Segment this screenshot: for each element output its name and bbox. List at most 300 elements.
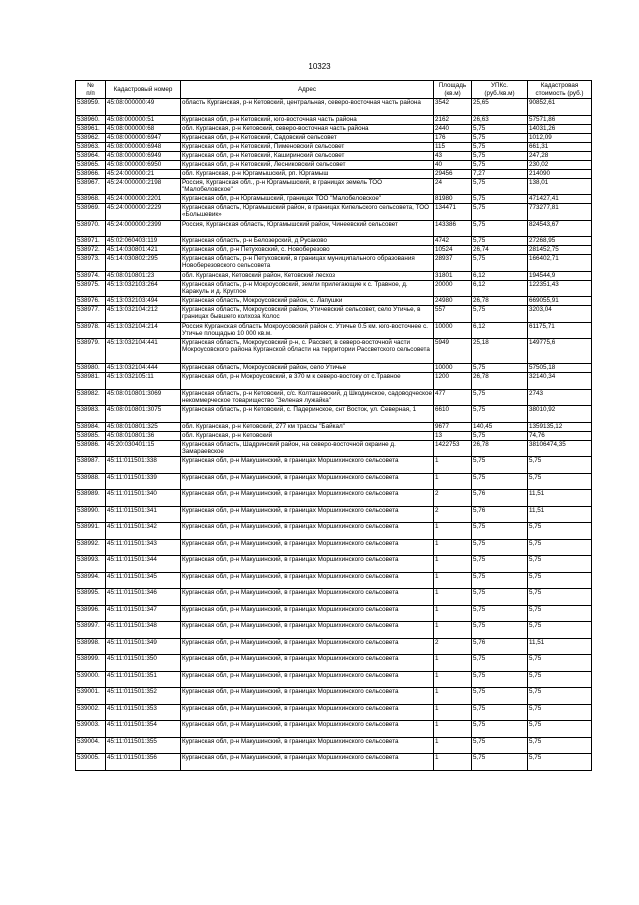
table-row	[76, 195, 592, 204]
cell-area: 1	[434, 457, 472, 474]
cell-row-number: 538961.	[76, 124, 106, 133]
cell-address: Курганская обл, р-н Петуховский, с. Новоберезово	[181, 246, 434, 255]
cell-cadastral-number: 45:11:011501:340	[106, 490, 181, 507]
cell-area: 2	[434, 506, 472, 523]
cell-area: 20000	[434, 280, 472, 297]
cell-row-number: 538960.	[76, 115, 106, 124]
table-row	[76, 160, 592, 169]
table-row	[76, 271, 592, 280]
cell-upks: 5,75	[472, 539, 528, 556]
cell-area: 1	[434, 754, 472, 771]
table-row	[76, 151, 592, 160]
cell-area: 31801	[434, 271, 472, 280]
cell-upks: 6,12	[472, 271, 528, 280]
cell-area: 4742	[434, 237, 472, 246]
cell-cadastral-number: 45:08:000000:68	[106, 124, 181, 133]
cell-row-number: 538964.	[76, 151, 106, 160]
table-row	[76, 115, 592, 124]
cell-row-number: 538988.	[76, 473, 106, 490]
cell-row-number: 538982.	[76, 389, 106, 406]
cell-address: Курганская обл, р-н Макушинский, в границах Моршихинского сельсовета	[181, 688, 434, 705]
cell-row-number: 539005.	[76, 754, 106, 771]
cell-upks: 5,75	[472, 306, 528, 323]
cell-address: Курганская обл, р-н Макушинский, в границах Моршихинского сельсовета	[181, 457, 434, 474]
cell-address: Курганская область, р-н Кетовский, с/с. Колташевский, д Шкодинское, садоводческое некоммерческое товарищество "Зеленая лужайка"	[182, 389, 432, 404]
cell-cadastral-number: 45:08:010801:23	[106, 271, 181, 280]
cell-cadastral-number: 45:11:011501:341	[106, 506, 181, 523]
cell-cadastral-cost: 5,75	[528, 473, 592, 490]
cell-area: 10000	[434, 364, 472, 373]
table-row	[76, 169, 592, 178]
cell-upks: 25,18	[472, 339, 528, 364]
cell-area: 2	[434, 638, 472, 655]
cell-cadastral-cost: 2743	[528, 389, 592, 406]
table-row	[76, 556, 592, 573]
table-row	[76, 655, 592, 672]
cell-cadastral-number: 45:11:011501:355	[106, 737, 181, 754]
cell-address: Курганская обл, р-н Макушинский, в границах Моршихинского сельсовета	[181, 605, 434, 622]
cell-area: 1422753	[434, 440, 472, 457]
cell-address: Курганская обл, р-н Макушинский, в границах Моршихинского сельсовета	[181, 473, 434, 490]
cell-cadastral-number: 45:14:030801:421	[106, 246, 181, 255]
cell-cadastral-number: 45:24:000000:21	[106, 169, 181, 178]
cell-address: Курганская обл, р-н Макушинский, в границах Моршихинского сельсовета	[181, 754, 434, 771]
header-address: Адрес	[181, 81, 434, 99]
cell-cadastral-cost: 5,75	[528, 523, 592, 540]
cell-cadastral-number: 45:08:000000:6948	[106, 142, 181, 151]
table-row	[76, 133, 592, 142]
cell-address: обл. Курганская, р-н Кетовский, 277 км трассы "Байкал"	[181, 422, 434, 431]
cell-cadastral-cost: 5,75	[528, 457, 592, 474]
cell-area: 28937	[434, 255, 472, 272]
cell-row-number: 539004.	[76, 737, 106, 754]
cell-upks: 5,75	[472, 220, 528, 237]
cell-cadastral-number: 45:24:000000:2229	[106, 204, 181, 221]
page-number: 10323	[308, 62, 331, 71]
cell-area: 1	[434, 721, 472, 738]
table-row	[76, 255, 592, 272]
cell-upks: 6,12	[472, 280, 528, 297]
cell-cadastral-cost: 5,75	[528, 721, 592, 738]
header-cadastral-number: Кадастровый номер	[106, 81, 181, 99]
cell-cadastral-number: 45:08:010801:3069	[106, 389, 181, 406]
cell-cadastral-cost: 3203,04	[528, 306, 592, 323]
cell-address: Курганская область, Юргамышский район, в границах Кипельского сельсовета, ТОО «Большевик»	[181, 204, 434, 221]
cell-area: 1	[434, 622, 472, 639]
cell-upks: 5,75	[472, 671, 528, 688]
cell-row-number: 538980.	[76, 364, 106, 373]
cell-cadastral-cost: 57571,86	[528, 115, 592, 124]
cell-cadastral-number: 45:24:000000:2198	[106, 178, 181, 195]
cell-cadastral-number: 45:11:011501:342	[106, 523, 181, 540]
cell-cadastral-number: 45:08:000000:6949	[106, 151, 181, 160]
header-num: № п/п	[76, 81, 106, 99]
cell-area: 13	[434, 431, 472, 440]
cell-cadastral-number: 45:20:030401:15	[106, 440, 181, 457]
table-row	[76, 704, 592, 721]
table-row	[76, 389, 592, 406]
cell-upks: 5,75	[472, 523, 528, 540]
cell-row-number: 538962.	[76, 133, 106, 142]
cell-address: обл. Курганская, р-н Кетовский, северо-восточная часть района	[181, 124, 434, 133]
header-area: Площадь (кв.м)	[434, 81, 472, 99]
cell-address: Курганская область, Мокроусовский район, село Утичье	[181, 364, 434, 373]
cell-area: 29456	[434, 169, 472, 178]
table-row	[76, 124, 592, 133]
table-row	[76, 457, 592, 474]
cell-row-number: 538992.	[76, 539, 106, 556]
table-row	[76, 440, 592, 457]
table-row	[76, 688, 592, 705]
cell-cadastral-number: 45:11:011501:338	[106, 457, 181, 474]
cell-area: 81980	[434, 195, 472, 204]
cell-address: Курганская обл, р-н Макушинский, в границах Моршихинского сельсовета	[181, 490, 434, 507]
cell-cadastral-number: 45:13:032103:494	[106, 297, 181, 306]
table-row	[76, 671, 592, 688]
cell-address: Курганская обл, р-н Юргамышский, границах ТОО "Малобеловское"	[181, 195, 434, 204]
cell-address: Курганская область, р-н Белозерский, д Русаково	[181, 237, 434, 246]
cell-address: обл. Курганская, р-н Юргамышский, рп. Юргамыш	[181, 169, 434, 178]
cell-cadastral-number: 45:11:011501:349	[106, 638, 181, 655]
cell-cadastral-number: 45:24:000000:2399	[106, 220, 181, 237]
cell-cadastral-number: 45:08:000000:6950	[106, 160, 181, 169]
cell-cadastral-cost: 5,75	[528, 737, 592, 754]
cell-address: Курганская обл, р-н Макушинский, в границах Моршихинского сельсовета	[181, 671, 434, 688]
table-row	[76, 99, 592, 116]
table-row	[76, 339, 592, 364]
cell-upks: 5,75	[472, 704, 528, 721]
cell-row-number: 538968.	[76, 195, 106, 204]
cell-upks: 5,75	[472, 688, 528, 705]
cell-upks: 26,63	[472, 115, 528, 124]
cell-row-number: 538959.	[76, 99, 106, 116]
cell-cadastral-cost: 5,75	[528, 754, 592, 771]
cell-cadastral-cost: 11,51	[528, 490, 592, 507]
cell-upks: 5,75	[472, 754, 528, 771]
cell-upks: 5,76	[472, 490, 528, 507]
cell-row-number: 538970.	[76, 220, 106, 237]
cell-address: обл. Курганская, Кетовский район, Кетовский лесхоз	[181, 271, 434, 280]
cell-cadastral-number: 45:13:032104:214	[106, 322, 181, 339]
cell-cadastral-number: 45:11:011501:356	[106, 754, 181, 771]
table-header-row	[76, 81, 592, 99]
cell-cadastral-cost: 38010,92	[528, 406, 592, 423]
cell-cadastral-number: 45:11:011501:343	[106, 539, 181, 556]
cell-upks: 5,75	[472, 178, 528, 195]
cell-upks: 5,75	[472, 389, 528, 406]
cell-area: 1	[434, 655, 472, 672]
cell-upks: 7,27	[472, 169, 528, 178]
cell-cadastral-number: 45:24:000000:2201	[106, 195, 181, 204]
cell-cadastral-cost: 5,75	[528, 704, 592, 721]
cell-row-number: 538969.	[76, 204, 106, 221]
table-row	[76, 322, 592, 339]
cell-row-number: 538987.	[76, 457, 106, 474]
cell-upks: 5,75	[472, 556, 528, 573]
cell-area: 477	[434, 389, 472, 406]
cell-cadastral-number: 45:11:011501:351	[106, 671, 181, 688]
cell-area: 1	[434, 572, 472, 589]
cell-upks: 5,76	[472, 506, 528, 523]
cell-address: Россия, Курганская область, Юргамышский район, Чинеевский сельсовет	[181, 220, 434, 237]
cell-row-number: 538967.	[76, 178, 106, 195]
cell-cadastral-number: 45:13:032104:441	[106, 339, 181, 364]
cell-area: 1	[434, 688, 472, 705]
cell-cadastral-cost: 661,31	[528, 142, 592, 151]
table-row	[76, 431, 592, 440]
cell-row-number: 538999.	[76, 655, 106, 672]
table-row	[76, 406, 592, 423]
cell-upks: 5,75	[472, 572, 528, 589]
cell-cadastral-cost: 5,75	[528, 605, 592, 622]
cell-cadastral-number: 45:08:010801:325	[106, 422, 181, 431]
header-upks: УПКс. (руб./кв.м)	[472, 81, 528, 99]
table-row	[76, 523, 592, 540]
cell-upks: 5,75	[472, 605, 528, 622]
cell-cadastral-number: 45:08:000000:6947	[106, 133, 181, 142]
cell-cadastral-cost: 1359135,12	[528, 422, 592, 431]
cell-area: 2	[434, 490, 472, 507]
cell-row-number: 538996.	[76, 605, 106, 622]
cell-cadastral-cost: 5,75	[528, 688, 592, 705]
cell-upks: 5,75	[472, 160, 528, 169]
cell-area: 1	[434, 556, 472, 573]
cell-cadastral-cost: 122351,43	[528, 280, 592, 297]
cell-address: Россия, Курганская обл., р-н Юргамышский, в границах земель ТОО "Малобеловское"	[181, 178, 434, 195]
cell-area: 1	[434, 539, 472, 556]
cell-upks: 5,75	[472, 255, 528, 272]
table-row	[76, 220, 592, 237]
cell-address: Курганская обл, р-н Кетовский, Лесниковский сельсовет	[181, 160, 434, 169]
cell-row-number: 538979.	[76, 339, 106, 364]
cell-address: Курганская обл, р-н Макушинский, в границах Моршихинского сельсовета	[181, 506, 434, 523]
cell-address: Курганская обл, р-н Макушинский, в границах Моршихинского сельсовета	[181, 556, 434, 573]
cell-row-number: 538998.	[76, 638, 106, 655]
table-row	[76, 737, 592, 754]
cell-cadastral-cost: 247,28	[528, 151, 592, 160]
cell-upks: 5,75	[472, 457, 528, 474]
cell-area: 1	[434, 473, 472, 490]
cell-cadastral-cost: 194544,9	[528, 271, 592, 280]
cell-cadastral-number: 45:08:010801:3075	[106, 406, 181, 423]
cell-address: Курганская обл, р-н Макушинский, в границах Моршихинского сельсовета	[181, 638, 434, 655]
cell-row-number: 539002.	[76, 704, 106, 721]
cell-cadastral-number: 45:08:010801:36	[106, 431, 181, 440]
cell-area: 1200	[434, 373, 472, 390]
cell-cadastral-cost: 27268,95	[528, 237, 592, 246]
cell-row-number: 538978.	[76, 322, 106, 339]
cell-address: Курганская обл, р-н Макушинский, в границах Моршихинского сельсовета	[181, 572, 434, 589]
cell-cadastral-number: 45:11:011501:352	[106, 688, 181, 705]
cell-cadastral-number: 45:11:011501:339	[106, 473, 181, 490]
cell-cadastral-cost: 57505,18	[528, 364, 592, 373]
cell-upks: 5,75	[472, 589, 528, 606]
cell-area: 1	[434, 704, 472, 721]
table-row	[76, 204, 592, 221]
table-row	[76, 754, 592, 771]
cell-cadastral-cost: 5,75	[528, 556, 592, 573]
table-row	[76, 246, 592, 255]
cell-cadastral-cost: 90852,61	[528, 99, 592, 116]
cell-row-number: 538966.	[76, 169, 106, 178]
cell-area: 557	[434, 306, 472, 323]
table-row	[76, 280, 592, 297]
cell-address: Курганская область, р-н Кетовский, с. Падеринское, снт Восток, ул. Северная, 1	[181, 406, 434, 423]
cell-area: 10524	[434, 246, 472, 255]
cell-cadastral-number: 45:11:011501:345	[106, 572, 181, 589]
table-row	[76, 506, 592, 523]
cell-cadastral-number: 45:13:032104:212	[106, 306, 181, 323]
cell-area: 6610	[434, 406, 472, 423]
cell-upks: 5,75	[472, 195, 528, 204]
cell-upks: 5,75	[472, 364, 528, 373]
cell-address: Курганская обл, р-н Макушинский, в границах Моршихинского сельсовета	[181, 721, 434, 738]
table-row	[76, 142, 592, 151]
cell-cadastral-cost: 138,01	[528, 178, 592, 195]
cell-upks: 5,75	[472, 133, 528, 142]
cell-address: Курганская обл, р-н Кетовский, Пименовский сельсовет	[181, 142, 434, 151]
cell-upks: 26,78	[472, 440, 528, 457]
cell-cadastral-number: 45:11:011501:347	[106, 605, 181, 622]
cell-row-number: 539003.	[76, 721, 106, 738]
cell-upks: 26,78	[472, 373, 528, 390]
cell-address: Курганская область, р-н Мокроусовский, земли прилегающие к с. Травное, д. Каракуль и д. Круглое	[181, 280, 434, 297]
cell-cadastral-cost: 11,51	[528, 638, 592, 655]
cell-row-number: 538977.	[76, 306, 106, 323]
cell-row-number: 538976.	[76, 297, 106, 306]
cell-cadastral-cost: 824543,67	[528, 220, 592, 237]
cell-address: Курганская обл, р-н Мокроусовский, в 370 м к северо-востоку от с.Травное	[181, 373, 434, 390]
cell-area: 24980	[434, 297, 472, 306]
cell-address: область Курганская, р-н Кетовский, центральная, северо-восточная часть района	[181, 99, 434, 116]
table-row	[76, 721, 592, 738]
cell-upks: 6,12	[472, 322, 528, 339]
table-row	[76, 364, 592, 373]
cell-cadastral-cost: 471427,41	[528, 195, 592, 204]
cell-row-number: 538986.	[76, 440, 106, 457]
cell-cadastral-cost: 214090	[528, 169, 592, 178]
cell-upks: 5,75	[472, 473, 528, 490]
header-cadastral-cost: Кадастровая стоимость (руб.)	[528, 81, 592, 99]
cell-address: Курганская обл, р-н Макушинский, в границах Моршихинского сельсовета	[181, 704, 434, 721]
cell-address: Курганская обл, р-н Макушинский, в границах Моршихинского сельсовета	[181, 622, 434, 639]
cell-cadastral-number: 45:13:032105:11	[106, 373, 181, 390]
cell-upks: 26,74	[472, 246, 528, 255]
cell-upks: 5,75	[472, 406, 528, 423]
cell-row-number: 538973.	[76, 255, 106, 272]
cell-address: Курганская обл, р-н Кетовский, юго-восточная часть района	[181, 115, 434, 124]
cell-upks: 5,75	[472, 431, 528, 440]
cell-upks: 5,75	[472, 142, 528, 151]
cell-address: Курганская обл, р-н Макушинский, в границах Моршихинского сельсовета	[181, 655, 434, 672]
cell-upks: 5,75	[472, 622, 528, 639]
cell-cadastral-cost: 281452,75	[528, 246, 592, 255]
cell-cadastral-number: 45:11:011501:346	[106, 589, 181, 606]
cell-upks: 5,75	[472, 151, 528, 160]
cell-row-number: 538994.	[76, 572, 106, 589]
table-row	[76, 572, 592, 589]
cell-cadastral-number: 45:13:032104:444	[106, 364, 181, 373]
cell-address: Курганская область, Мокроусовский р-н, с. Рассвет, в северо-восточной части Мокроусовского района Курганской области на территории Рассветского сельсовета	[181, 339, 434, 364]
cell-area: 1	[434, 605, 472, 622]
table-row	[76, 605, 592, 622]
cell-cadastral-cost: 5,75	[528, 671, 592, 688]
cell-row-number: 538963.	[76, 142, 106, 151]
cell-upks: 5,75	[472, 655, 528, 672]
table-row	[76, 589, 592, 606]
table-row	[76, 422, 592, 431]
cell-cadastral-cost: 1012,09	[528, 133, 592, 142]
cell-cadastral-number: 45:11:011501:353	[106, 704, 181, 721]
cell-area: 10000	[434, 322, 472, 339]
cell-area: 176	[434, 133, 472, 142]
table-row	[76, 178, 592, 195]
cell-area: 3542	[434, 99, 472, 116]
cell-cadastral-cost: 5,75	[528, 655, 592, 672]
cell-row-number: 538971.	[76, 237, 106, 246]
cell-row-number: 538972.	[76, 246, 106, 255]
cell-area: 1	[434, 589, 472, 606]
table-row	[76, 638, 592, 655]
table-row	[76, 539, 592, 556]
cell-area: 1	[434, 737, 472, 754]
cell-cadastral-number: 45:13:032103:264	[106, 280, 181, 297]
cell-row-number: 538965.	[76, 160, 106, 169]
cell-cadastral-number: 45:08:000000:51	[106, 115, 181, 124]
cell-row-number: 538984.	[76, 422, 106, 431]
cell-row-number: 539001.	[76, 688, 106, 705]
cell-cadastral-number: 45:11:011501:348	[106, 622, 181, 639]
cell-area: 2162	[434, 115, 472, 124]
cell-address: Россия Курганская область Мокроусовский район с. Утичье 0.5 км. юго-восточнее с. Утичье площадью 10 000 кв.м.	[181, 322, 434, 339]
cell-area: 43	[434, 151, 472, 160]
cell-cadastral-cost: 11,51	[528, 506, 592, 523]
cell-address: Курганская обл, р-н Кетовский, Каширинский сельсовет	[181, 151, 434, 160]
cell-address: Курганская обл, р-н Макушинский, в границах Моршихинского сельсовета	[181, 589, 434, 606]
cell-row-number: 538995.	[76, 589, 106, 606]
cell-row-number: 538983.	[76, 406, 106, 423]
cell-address: Курганская обл, р-н Макушинский, в границах Моршихинского сельсовета	[181, 737, 434, 754]
cell-cadastral-number: 45:11:011501:344	[106, 556, 181, 573]
cell-row-number: 538975.	[76, 280, 106, 297]
table-row	[76, 373, 592, 390]
cell-area: 24	[434, 178, 472, 195]
cell-row-number: 538997.	[76, 622, 106, 639]
cell-area: 115	[434, 142, 472, 151]
cell-upks: 5,75	[472, 721, 528, 738]
cell-cadastral-cost: 38106474,35	[528, 440, 592, 457]
cell-address: Курганская область, Шадринский район, на северо-восточной окраине д. Замараевское	[181, 440, 434, 457]
cell-cadastral-cost: 773277,81	[528, 204, 592, 221]
cell-address: Курганская обл, р-н Макушинский, в границах Моршихинского сельсовета	[181, 539, 434, 556]
cell-area: 9677	[434, 422, 472, 431]
cell-upks: 5,75	[472, 237, 528, 246]
cell-area: 134471	[434, 204, 472, 221]
cell-upks: 5,75	[472, 204, 528, 221]
cell-row-number: 538991.	[76, 523, 106, 540]
cell-area: 1	[434, 671, 472, 688]
cell-address: Курганская обл, р-н Макушинский, в границах Моршихинского сельсовета	[181, 523, 434, 540]
cell-cadastral-number: 45:11:011501:354	[106, 721, 181, 738]
table-row	[76, 490, 592, 507]
cell-cadastral-number: 45:14:030802:295	[106, 255, 181, 272]
cell-cadastral-cost: 74,76	[528, 431, 592, 440]
table-row	[76, 297, 592, 306]
cell-address: Курганская обл, р-н Кетовский, Садовский сельсовет	[181, 133, 434, 142]
cell-area: 143386	[434, 220, 472, 237]
cell-upks: 25,65	[472, 99, 528, 116]
cell-cadastral-number: 45:08:000000:49	[106, 99, 181, 116]
